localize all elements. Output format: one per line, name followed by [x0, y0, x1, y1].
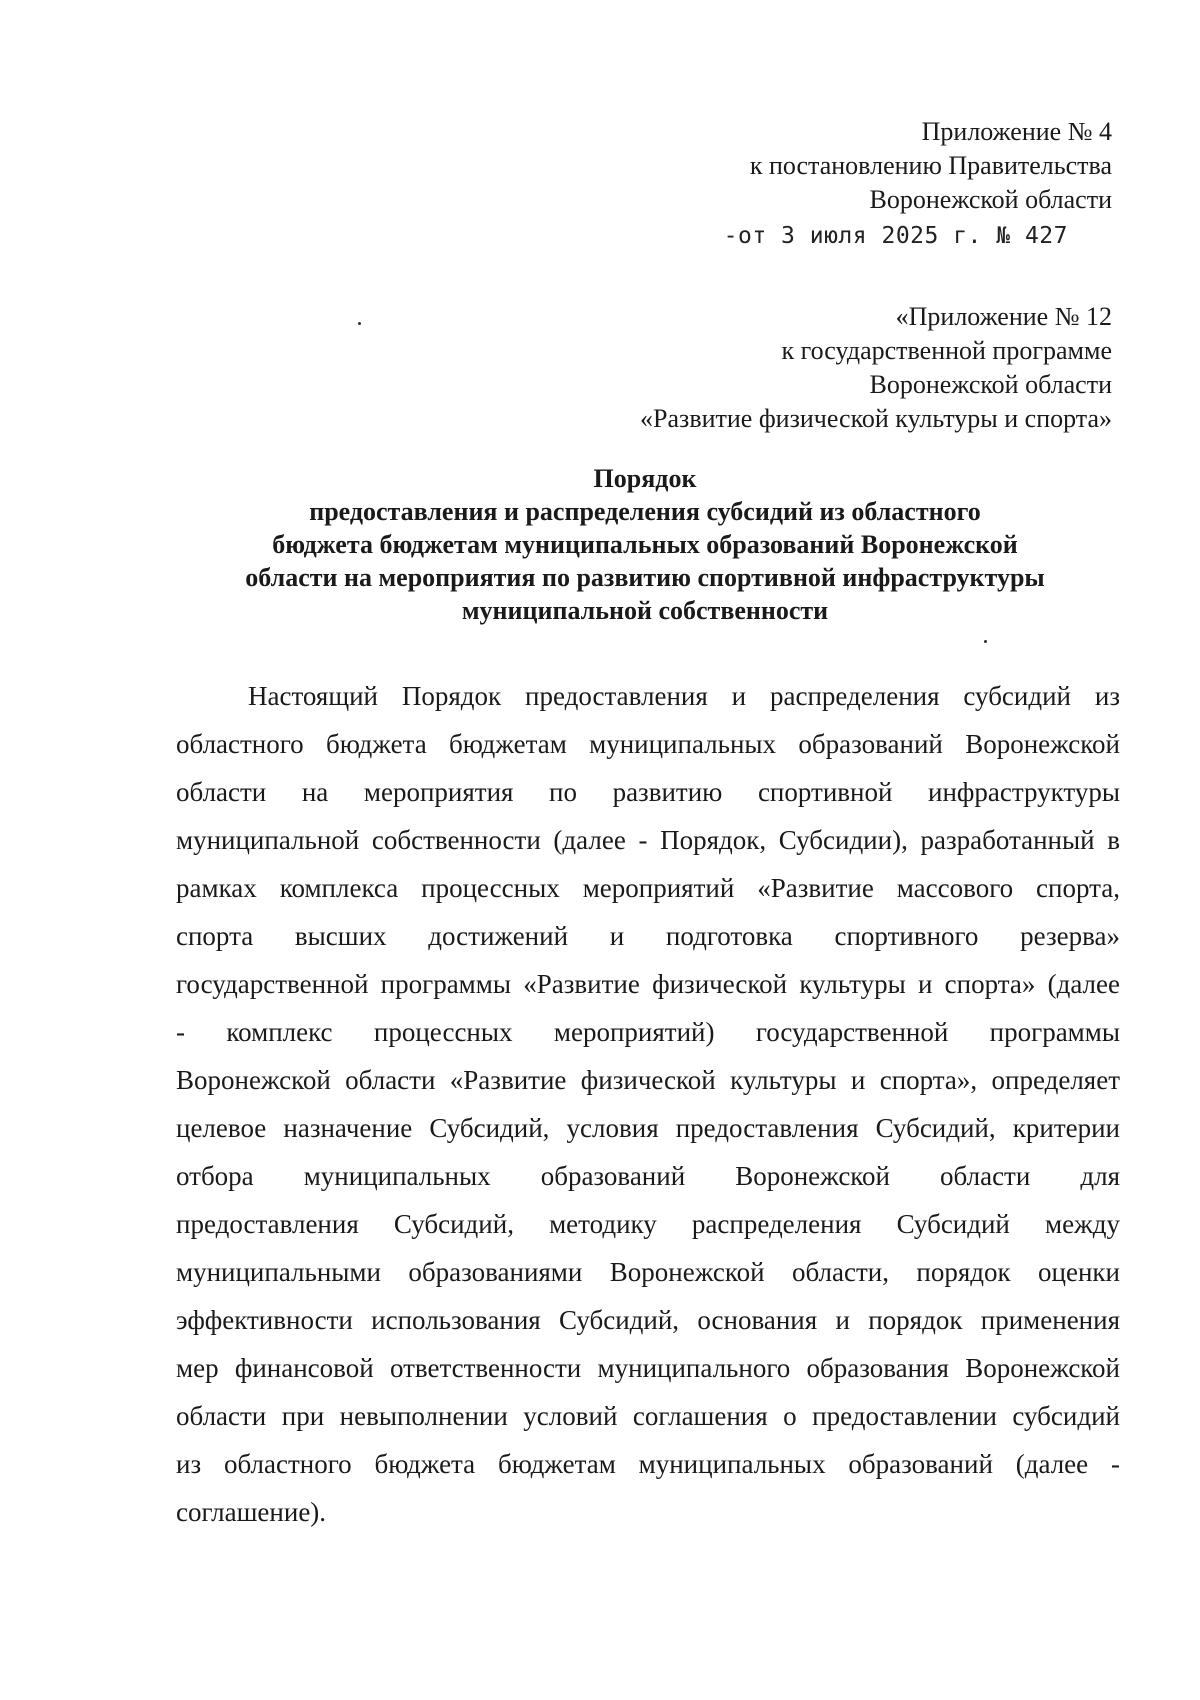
title-line: области на мероприятия по развитию спортивной инфраструктуры [245, 563, 1045, 592]
program-annex-header [640, 300, 1112, 436]
program-annex-line: к государственной программе [781, 336, 1112, 365]
document-title [150, 462, 1140, 627]
body-paragraph [176, 672, 1120, 1536]
registration-stamp: -от 3 июля 2025 г. № 427 [723, 223, 1068, 249]
annex-header [724, 115, 1112, 253]
body-line: Воронежской области «Развитие физической культуры и спорта», определяет [176, 1065, 1120, 1095]
body-line: предоставления Субсидий, методику распределения Субсидий между [176, 1209, 1120, 1239]
title-line: Порядок [593, 464, 697, 493]
program-annex-line: Воронежской области [869, 370, 1112, 399]
body-line: Настоящий Порядок предоставления и распределения субсидий из [248, 681, 1120, 711]
title-line: бюджета бюджетам муниципальных образований Воронежской [272, 530, 1018, 559]
body-line: области на мероприятия по развитию спортивной инфраструктуры [176, 777, 1120, 807]
scan-speck [984, 640, 987, 643]
annex-header-line: Воронежской области [869, 185, 1112, 214]
title-line: муниципальной собственности [461, 596, 829, 625]
body-line: рамках комплекса процессных мероприятий «Развитие массового спорта, [176, 873, 1120, 903]
body-line: - комплекс процессных мероприятий) государственной программы [176, 1017, 1120, 1047]
body-line: эффективности использования Субсидий, основания и порядок применения [176, 1305, 1120, 1335]
body-line: мер финансовой ответственности муниципального образования Воронежской [176, 1353, 1120, 1383]
title-line: предоставления и распределения субсидий из областного [309, 497, 981, 526]
body-line: муниципальными образованиями Воронежской области, порядок оценки [176, 1257, 1120, 1287]
body-line: соглашение). [176, 1497, 327, 1527]
program-annex-line: «Приложение № 12 [895, 302, 1112, 331]
annex-header-line: Приложение № 4 [921, 117, 1112, 146]
program-annex-line: «Развитие физической культуры и спорта» [640, 404, 1112, 433]
scan-speck [358, 322, 361, 325]
body-line: муниципальной собственности (далее - Порядок, Субсидии), разработанный в [176, 825, 1120, 855]
body-line: государственной программы «Развитие физической культуры и спорта» (далее [176, 969, 1120, 999]
body-line: области при невыполнении условий соглашения о предоставлении субсидий [176, 1401, 1120, 1431]
body-line: целевое назначение Субсидий, условия предоставления Субсидий, критерии [176, 1113, 1120, 1143]
body-line: из областного бюджета бюджетам муниципальных образований (далее - [176, 1449, 1120, 1479]
annex-header-line: к постановлению Правительства [749, 151, 1112, 180]
body-line: отбора муниципальных образований Воронежской области для [176, 1161, 1120, 1191]
body-line: областного бюджета бюджетам муниципальных образований Воронежской [176, 729, 1120, 759]
body-line: спорта высших достижений и подготовка спортивного резерва» [176, 921, 1120, 951]
